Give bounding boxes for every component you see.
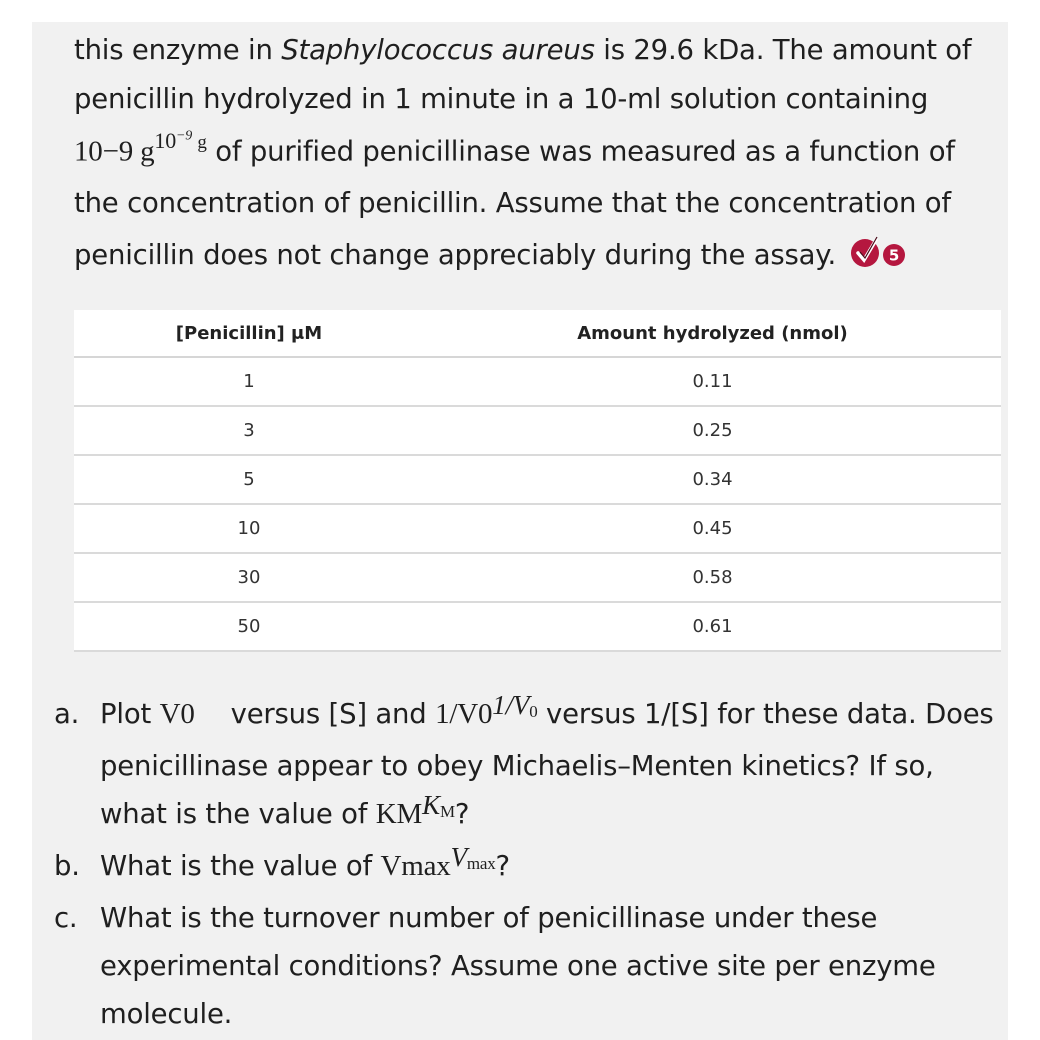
inverse-v0-rendered xyxy=(492,690,537,720)
vmax-plain: Vmax xyxy=(380,850,451,882)
question-b xyxy=(54,842,1004,894)
header-concentration: [Penicillin] μM xyxy=(74,310,424,357)
km-sub: M xyxy=(439,802,455,821)
table-row xyxy=(74,504,1001,553)
vmax-base: V xyxy=(450,842,467,872)
v0-plain: V0 xyxy=(159,698,195,730)
intro-text-2: is 29.6 kDa. The amount of penicillin hydrolyzed in 1 minute in a 10-ml solution containing xyxy=(74,34,972,115)
cell-concentration: 50 xyxy=(74,602,424,651)
cell-amount: 0.61 xyxy=(424,602,1001,651)
question-list xyxy=(54,690,1004,1038)
question-c xyxy=(54,894,1004,1038)
cell-amount: 0.58 xyxy=(424,553,1001,602)
vmax-sub: max xyxy=(466,854,496,873)
mass-unit: g xyxy=(197,132,207,154)
question-letter: c. xyxy=(54,902,78,934)
inverse-v0-sub: 0 xyxy=(529,702,538,721)
question-a xyxy=(54,690,1004,842)
cell-amount: 0.45 xyxy=(424,504,1001,553)
question-a-text-1: Plot xyxy=(100,698,160,730)
penicillin-data-table xyxy=(74,310,1001,652)
organism-name: Staphylococcus aureus xyxy=(281,34,595,66)
content-panel xyxy=(32,22,1008,1040)
cell-concentration: 30 xyxy=(74,553,424,602)
table-row xyxy=(74,406,1001,455)
question-b-text-2: ? xyxy=(495,850,510,882)
mass-rendered xyxy=(154,128,206,153)
checkmark-badge-icon xyxy=(848,234,908,270)
table-row xyxy=(74,553,1001,602)
question-letter: b. xyxy=(54,850,80,882)
intro-text-3: of purified penicillinase was measured as a function of the concentration of penicillin. Assume that the concentration of penicillin does not change appreciably during the assay. xyxy=(74,135,955,272)
cell-concentration: 3 xyxy=(74,406,424,455)
cell-amount: 0.11 xyxy=(424,357,1001,406)
table-row xyxy=(74,357,1001,406)
mass-base: 10 xyxy=(154,128,177,154)
table-header-row xyxy=(74,310,1001,357)
vmax-rendered xyxy=(451,842,496,872)
question-a-text-4: ? xyxy=(454,798,470,830)
mass-exponent: −9 xyxy=(176,129,193,144)
question-c-text: What is the turnover number of penicillinase under these experimental conditions? Assume one active site per enzyme molecule. xyxy=(100,902,936,1030)
cell-concentration: 1 xyxy=(74,357,424,406)
table-row xyxy=(74,455,1001,504)
intro-text-1: this enzyme in xyxy=(74,34,282,66)
question-b-text-1: What is the value of xyxy=(100,850,381,882)
mass-plain: 10−9 g xyxy=(74,135,155,168)
table-row xyxy=(74,602,1001,651)
badge-number: 5 xyxy=(888,246,900,265)
cell-concentration: 5 xyxy=(74,455,424,504)
km-base: K xyxy=(422,790,440,820)
header-amount: Amount hydrolyzed (nmol) xyxy=(424,310,1001,357)
cell-amount: 0.25 xyxy=(424,406,1001,455)
inverse-v0-base: 1/V xyxy=(492,690,530,720)
question-letter: a. xyxy=(54,698,80,730)
cell-concentration: 10 xyxy=(74,504,424,553)
km-plain: KM xyxy=(375,798,423,830)
problem-intro xyxy=(74,26,994,280)
question-a-text-3: versus 1/[S] for these data. Does penicillinase appear to obey Michaelis–Menten kinetics? If so, what is the value of xyxy=(100,698,994,830)
inverse-v0-plain: 1/V0 xyxy=(435,698,493,730)
checkmark-badge[interactable] xyxy=(848,234,908,270)
cell-amount: 0.34 xyxy=(424,455,1001,504)
km-rendered xyxy=(422,790,455,820)
question-a-text-2: versus [S] and xyxy=(230,698,436,730)
